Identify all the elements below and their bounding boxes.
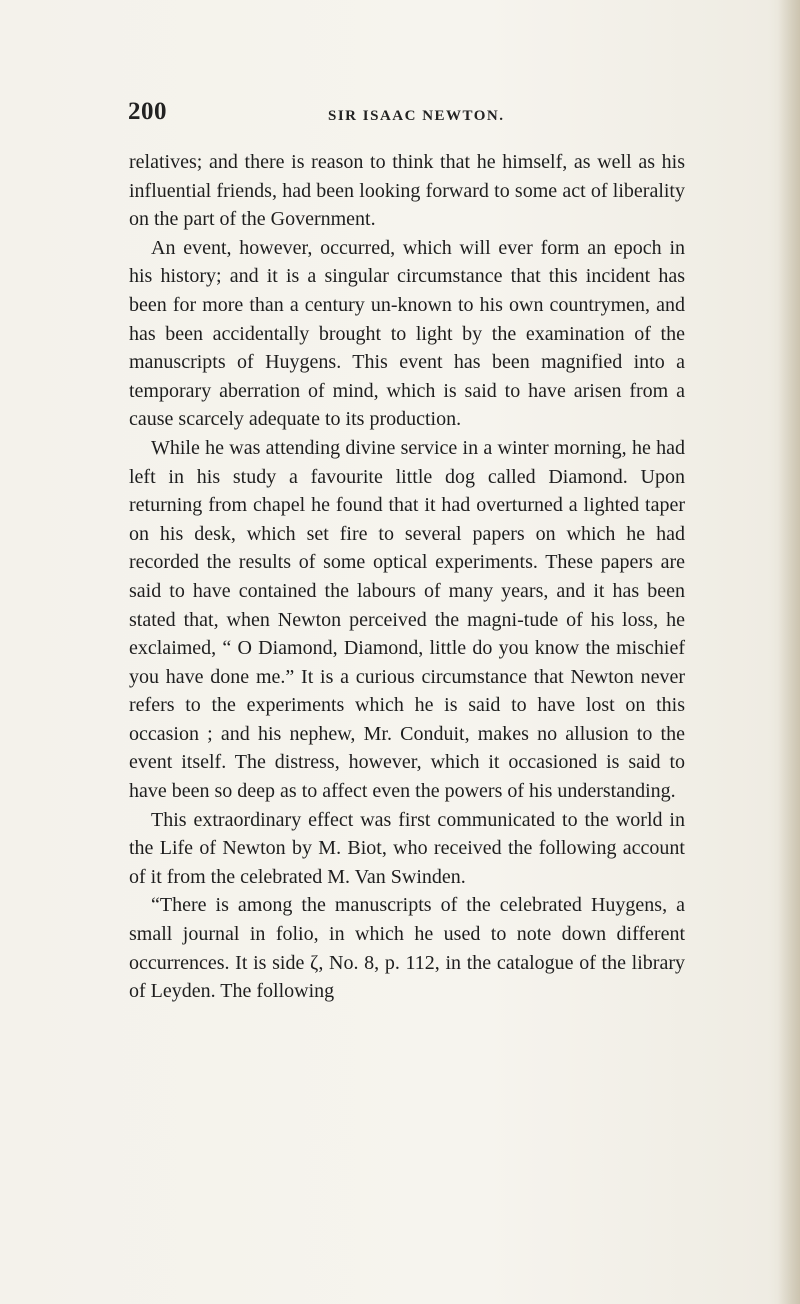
body-text — [129, 148, 685, 1006]
page-edge-shadow — [778, 0, 800, 1304]
running-title: SIR ISAAC NEWTON. — [328, 108, 505, 124]
paragraph-huygens-quote: “There is among the manuscripts of the celebrated Huygens, a small journal in folio, in which he used to note down different occurrences. It is side ζ, No. 8, p. 112, in the catalogue of the library of Leyden. The following — [129, 894, 685, 1003]
page-header — [128, 96, 688, 136]
paragraph-diamond-incident: While he was attending divine service in a winter morning, he had left in his study a favourite little dog called Diamond. Upon returning from chapel he found that it had overturned a lighted taper on his desk, which set fire to several papers on which he had recorded the results of some optical experiments. These papers are said to have contained the labours of many years, and it has been stated that, when Newton perceived the magni-tude of his loss, he exclaimed, “ O Diamond, Diamond, little do you know the mischief you have done me.” It is a curious circumstance that Newton never refers to the experiments which he is said to have lost on this occasion ; and his nephew, Mr. Conduit, makes no allusion to the event itself. The distress, however, which it occasioned is said to have been so deep as to affect even the powers of his understanding. — [129, 436, 685, 803]
page-number: 200 — [128, 98, 167, 125]
paragraph-biot-account: This extraordinary effect was first communicated to the world in the Life of Newton by M. Biot, who received the following account of it from the celebrated M. Van Swinden. — [129, 808, 685, 888]
paragraph-continuation: relatives; and there is reason to think that he himself, as well as his influential friends, had been looking forward to some act of liberality on the part of the Government. — [129, 151, 685, 231]
paragraph-event: An event, however, occurred, which will ever form an epoch in his history; and it is a singular circumstance that this incident has been for more than a century un-known to his own countrymen, and has been accidentally brought to light by the examination of the manuscripts of Huygens. This event has been magnified into a temporary aberration of mind, which is said to have arisen from a cause scarcely adequate to its production. — [129, 236, 685, 431]
